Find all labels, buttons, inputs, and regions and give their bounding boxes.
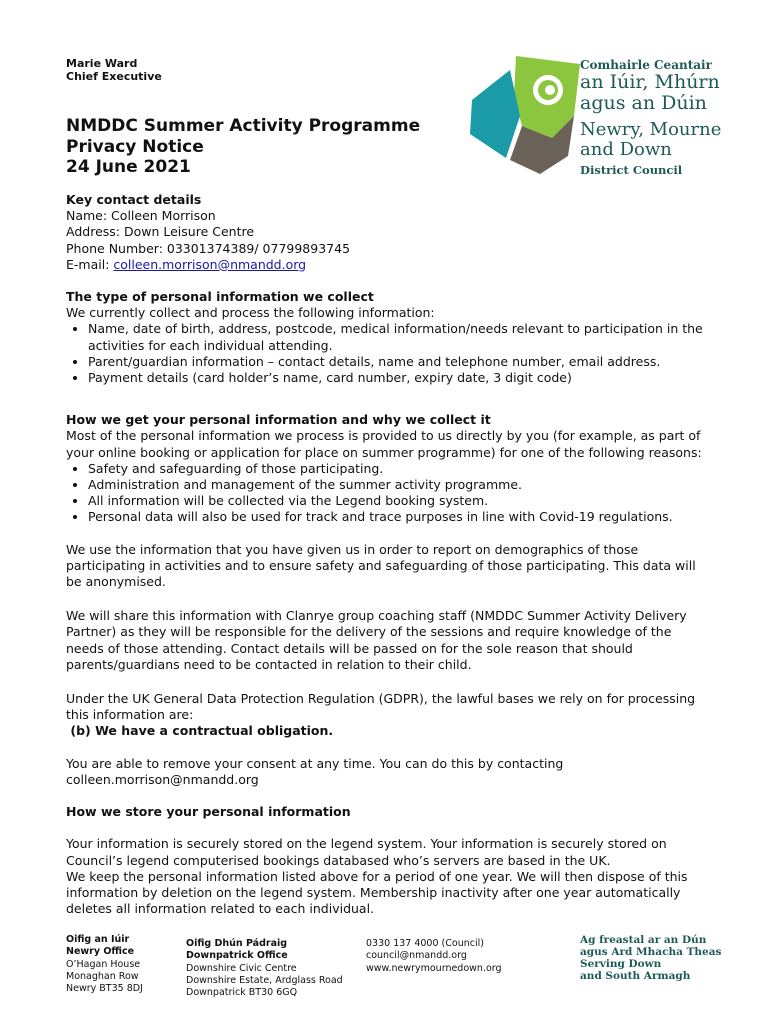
section3-para-1: Your information is securely stored on the legend system. Your information is securely stored on Council’s legend computerised bookings databased who’s servers are based in the UK. [66, 836, 667, 868]
author-block [66, 57, 162, 83]
footer-contact [366, 938, 502, 975]
slogan-line-3: Serving Down [580, 958, 662, 970]
newry-office-irish: Oifig an Iúir [66, 934, 130, 945]
section2-list [66, 461, 706, 526]
footer-newry-office [66, 934, 143, 995]
section2-intro: Most of the personal information we process is provided to us directly by you (for example, as part of your online booking or application for place on summer programme) for one of the following reasons: [66, 428, 702, 460]
contact-address: Address: Down Leisure Centre [66, 224, 255, 240]
council-line-4: Newry, Mourne [580, 119, 722, 140]
list-item: • Name, date of birth, address, postcode, medical information/needs relevant to participation in the activities for each individual attending. [88, 321, 706, 353]
section2-para-4: You are able to remove your consent at any time. You can do this by contacting colleen.morrison@nmandd.org [66, 755, 564, 787]
council-line-5: and Down [580, 139, 672, 160]
lawful-basis: (b) We have a contractual obligation. [66, 723, 334, 739]
footer-slogan [580, 934, 721, 982]
list-item: • Parent/guardian information – contact details, name and telephone number, email address. [88, 354, 706, 370]
downpatrick-office-title: Downpatrick Office [186, 950, 288, 962]
downpatrick-address-2: Downshire Estate, Ardglass Road [186, 974, 343, 986]
contact-email-label: E-mail: [66, 256, 114, 272]
document-title [66, 116, 420, 178]
downpatrick-address-1: Downshire Civic Centre [186, 962, 297, 974]
downpatrick-address-3: Downpatrick BT30 6GQ [186, 987, 298, 999]
newry-address-1: O’Hagan House [66, 958, 141, 970]
slogan-line-2: agus Ard Mhacha Theas [580, 946, 722, 958]
footer-email: council@nmandd.org [366, 950, 467, 962]
newry-office-title: Newry Office [66, 946, 135, 958]
author-name: Marie Ward [66, 57, 138, 70]
document-body [66, 192, 706, 917]
list-item: • Safety and safeguarding of those participating. [88, 461, 706, 477]
list-item: • Personal data will also be used for track and trace purposes in line with Covid-19 regulations. [88, 509, 706, 525]
section2-para-3: Under the UK General Data Protection Regulation (GDPR), the lawful bases we rely on for processing this information are: [66, 691, 696, 723]
section2-heading: How we get your personal information and why we collect it [66, 412, 491, 428]
contact-email-link[interactable]: colleen.morrison@nmandd.org [113, 256, 307, 272]
title-line-1: NMDDC Summer Activity Programme [66, 116, 421, 136]
section1-list [66, 321, 706, 386]
slogan-line-1: Ag freastal ar an Dún [580, 934, 707, 946]
downpatrick-office-irish: Oifig Dhún Pádraig [186, 938, 288, 949]
council-name [580, 58, 721, 177]
section3-heading: How we store your personal information [66, 804, 351, 820]
contact-heading: Key contact details [66, 192, 202, 207]
newry-address-3: Newry BT35 8DJ [66, 983, 143, 995]
council-line-3: agus an Dúin [580, 92, 707, 114]
footer-phone: 0330 137 4000 (Council) [366, 938, 484, 949]
council-line-6: District Council [580, 163, 683, 177]
footer-website: www.newrymournedown.org [366, 962, 502, 974]
council-logo-icon [470, 56, 580, 174]
contact-email-line [66, 257, 706, 273]
contact-phone: Phone Number: 03301374389/ 07799893745 [66, 240, 351, 256]
title-line-3: 24 June 2021 [66, 157, 191, 177]
section2-para-2: We will share this information with Clanrye group coaching staff (NMDDC Summer Activity Delivery Partner) as they will be responsible for the delivery of the sessions and require knowledge of the needs of those attending. Contact details will be passed on for the sole reason that should parents/guardians need to be contacted in relation to their child. [66, 608, 687, 672]
council-line-1: Comhairle Ceantair [580, 58, 712, 72]
council-line-2: an Iúir, Mhúrn [580, 71, 720, 93]
title-line-2: Privacy Notice [66, 136, 204, 157]
newry-address-2: Monaghan Row [66, 970, 139, 982]
footer-downpatrick-office [186, 938, 343, 999]
section1-heading: The type of personal information we collect [66, 289, 374, 305]
section3-para-2: We keep the personal information listed above for a period of one year. We will then dispose of this information by deletion on the legend system. Membership inactivity after one year automatically deletes all information related to each individual. [66, 868, 688, 917]
section2-para-1: We use the information that you have given us in order to report on demographics of those participating in activities and to ensure safety and safeguarding of those participating. This data will be anonymised. [66, 541, 696, 590]
list-item: • Administration and management of the summer activity programme. [88, 477, 706, 493]
author-role: Chief Executive [66, 70, 162, 83]
list-item: • All information will be collected via the Legend booking system. [88, 493, 706, 509]
list-item: • Payment details (card holder’s name, card number, expiry date, 3 digit code) [88, 370, 706, 386]
slogan-line-4: and South Armagh [580, 970, 691, 982]
section1-intro: We currently collect and process the following information: [66, 305, 435, 321]
contact-name: Name: Colleen Morrison [66, 208, 216, 224]
